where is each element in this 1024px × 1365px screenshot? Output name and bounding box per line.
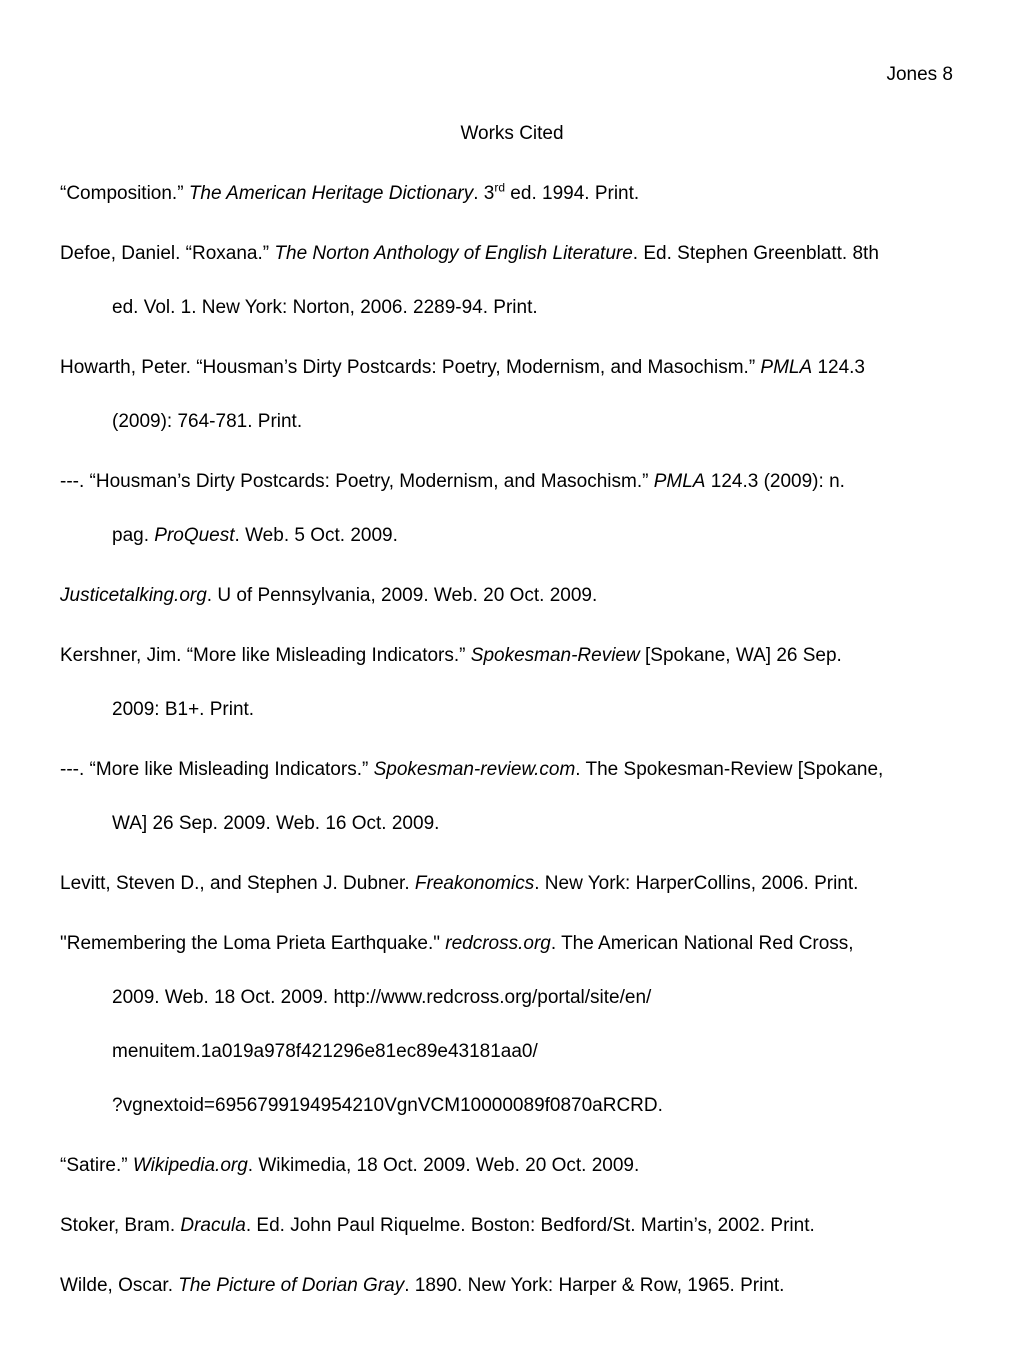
text-segment: ?vgnextoid=6956799194954210VgnVCM10000089f0870aRCRD. (112, 1095, 663, 1116)
page-number-header: Jones 8 (886, 64, 953, 85)
italic-title-segment: The Norton Anthology of English Literature (274, 243, 633, 264)
page-title: Works Cited (460, 123, 564, 144)
citation-continuation-line (112, 296, 538, 320)
italic-title-segment: Spokesman-Review (470, 645, 640, 666)
citation-line (60, 1214, 815, 1238)
citation-line (60, 356, 865, 380)
italic-title-segment: The Picture of Dorian Gray (178, 1275, 405, 1296)
italic-title-segment: Justicetalking.org (60, 585, 207, 606)
text-segment: Kershner, Jim. “More like Misleading Indicators.” (60, 645, 471, 666)
text-segment: Levitt, Steven D., and Stephen J. Dubner. (60, 873, 415, 894)
text-segment: . Ed. Stephen Greenblatt. 8th (632, 243, 879, 264)
citation-line (60, 242, 879, 266)
text-segment: (2009): 764-781. Print. (112, 411, 303, 432)
text-segment: pag. (112, 525, 155, 546)
text-segment: "Remembering the Loma Prieta Earthquake." (60, 933, 446, 954)
italic-title-segment: Dracula (180, 1215, 246, 1236)
citation-line (60, 470, 845, 494)
citation-continuation-line (112, 812, 439, 836)
text-segment: . The Spokesman-Review [Spokane, (575, 759, 884, 780)
italic-title-segment: Freakonomics (414, 873, 535, 894)
italic-title-segment: The American Heritage Dictionary (188, 183, 474, 204)
text-segment: ---. “Housman’s Dirty Postcards: Poetry, Modernism, and Masochism.” (60, 471, 654, 492)
text-segment: 124.3 (2009): n. (705, 471, 845, 492)
text-segment: 2009. Web. 18 Oct. 2009. http://www.redcross.org/portal/site/en/ (112, 987, 652, 1008)
citation-line (60, 1274, 784, 1298)
text-segment: . Ed. John Paul Riquelme. Boston: Bedford/St. Martin’s, 2002. Print. (245, 1215, 815, 1236)
italic-title-segment: PMLA (653, 471, 706, 492)
text-segment: [Spokane, WA] 26 Sep. (639, 645, 842, 666)
text-segment: ed. Vol. 1. New York: Norton, 2006. 2289-94. Print. (112, 297, 538, 318)
text-segment: menuitem.1a019a978f421296e81ec89e43181aa0/ (112, 1041, 538, 1062)
italic-title-segment: PMLA (760, 357, 813, 378)
citation-continuation-line (112, 986, 651, 1010)
citation-continuation-line (112, 410, 302, 434)
citation-line (60, 182, 639, 206)
citation-line (60, 758, 883, 782)
citation-continuation-line (112, 524, 398, 548)
text-segment: . Wikimedia, 18 Oct. 2009. Web. 20 Oct. 2009. (247, 1155, 640, 1176)
italic-title-segment: Wikipedia.org (132, 1155, 248, 1176)
text-segment: . Web. 5 Oct. 2009. (234, 525, 398, 546)
citation-line (60, 872, 858, 896)
text-segment: ---. “More like Misleading Indicators.” (60, 759, 374, 780)
citation-line (60, 1154, 639, 1178)
text-segment: Defoe, Daniel. “Roxana.” (60, 243, 275, 264)
text-segment: . U of Pennsylvania, 2009. Web. 20 Oct. 2009. (206, 585, 598, 606)
citation-line (60, 584, 597, 608)
italic-title-segment: redcross.org (445, 933, 551, 954)
citation-line (60, 932, 854, 956)
text-segment: Wilde, Oscar. (60, 1275, 179, 1296)
text-segment: Stoker, Bram. (60, 1215, 181, 1236)
text-segment: “Satire.” (60, 1155, 133, 1176)
text-segment: “Composition.” (60, 183, 189, 204)
text-segment: . The American National Red Cross, (550, 933, 854, 954)
citation-continuation-line (112, 698, 254, 722)
citation-continuation-line (112, 1040, 538, 1064)
text-segment: . 1890. New York: Harper & Row, 1965. Print. (404, 1275, 785, 1296)
italic-title-segment: Spokesman-review.com (373, 759, 576, 780)
citation-continuation-line (112, 1094, 663, 1118)
italic-title-segment: ProQuest (154, 525, 235, 546)
text-segment: ed. 1994. Print. (505, 183, 640, 204)
text-segment: 124.3 (812, 357, 865, 378)
text-segment: Howarth, Peter. “Housman’s Dirty Postcards: Poetry, Modernism, and Masochism.” (60, 357, 761, 378)
text-segment: 2009: B1+. Print. (112, 699, 255, 720)
text-segment: . New York: HarperCollins, 2006. Print. (534, 873, 859, 894)
superscript-segment: rd (494, 180, 506, 195)
text-segment: . 3 (473, 183, 495, 204)
text-segment: WA] 26 Sep. 2009. Web. 16 Oct. 2009. (112, 813, 440, 834)
citation-line (60, 644, 842, 668)
